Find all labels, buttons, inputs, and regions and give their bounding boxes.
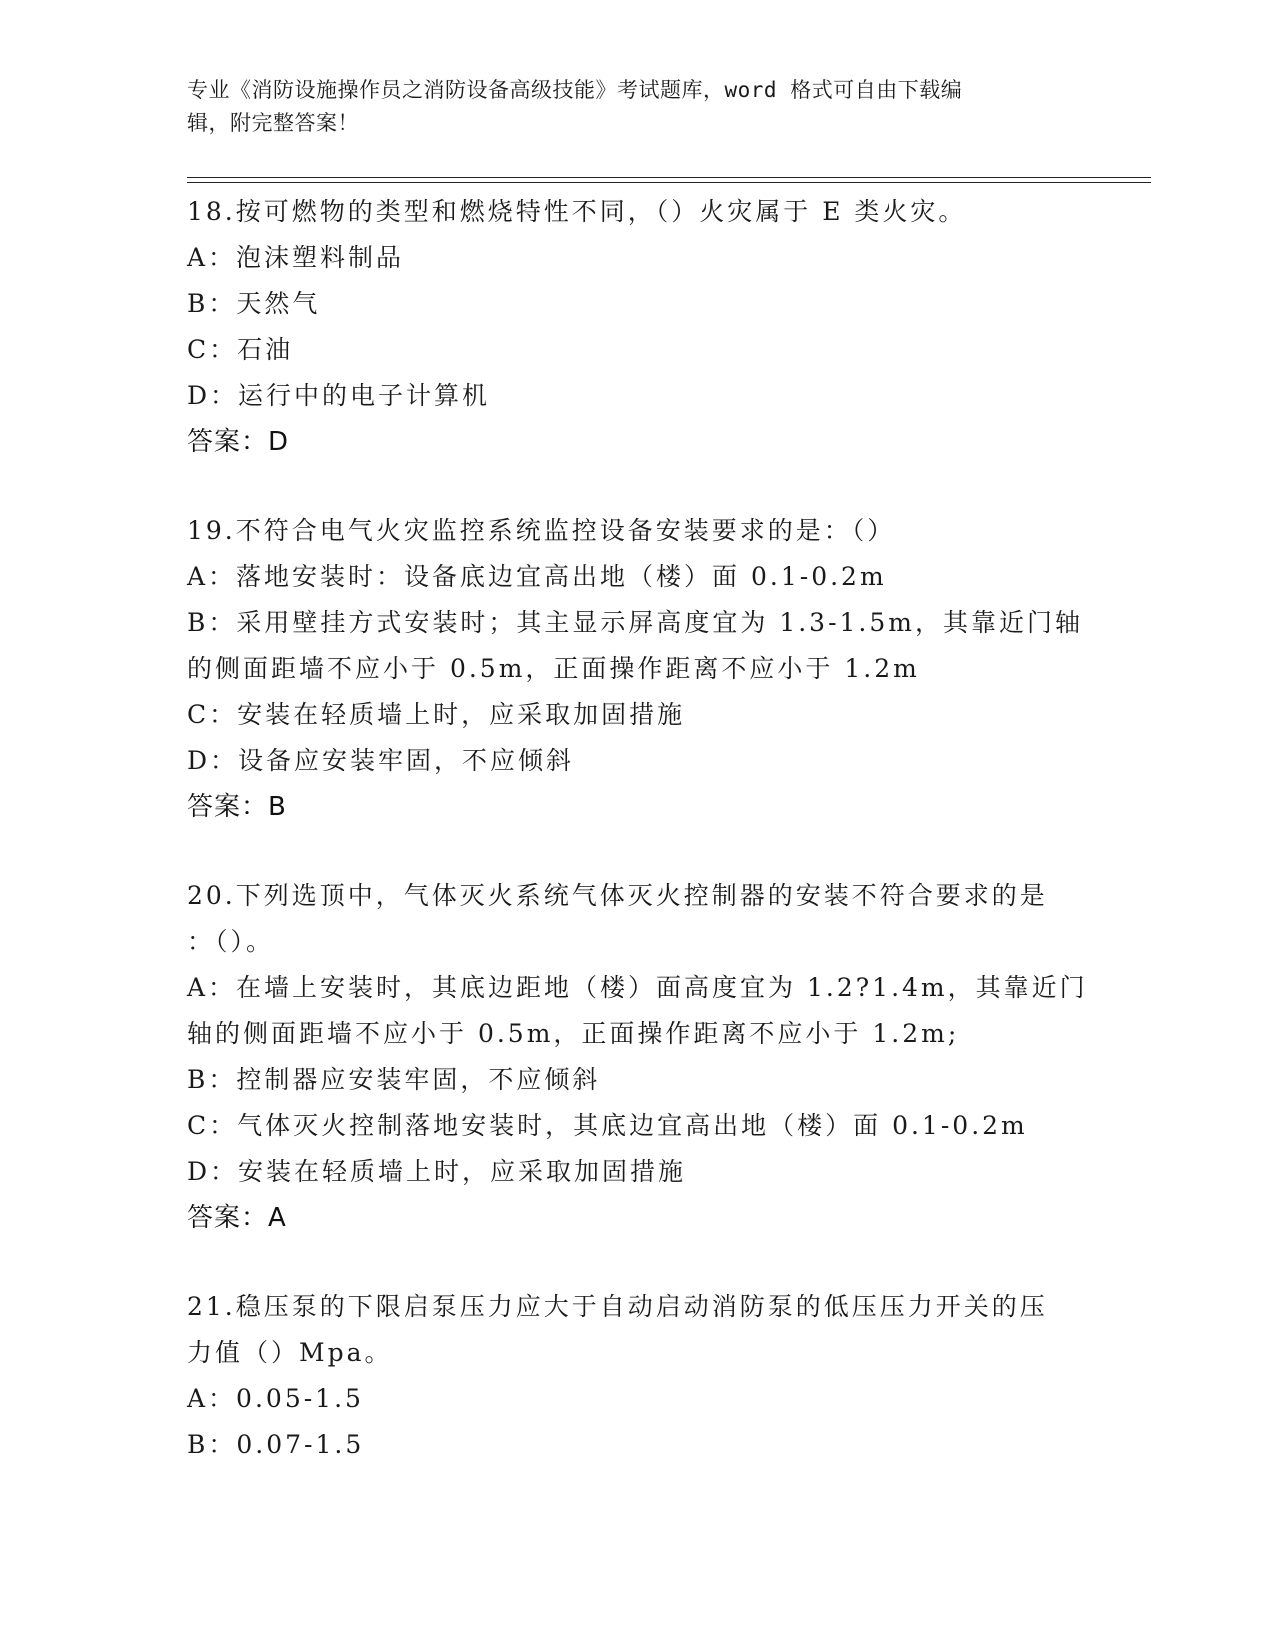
question-stem: 19.不符合电气火灾监控系统监控设备安装要求的是：（）	[187, 516, 896, 545]
question-block	[187, 189, 1087, 465]
option-b: B：控制器应安装牢固，不应倾斜	[187, 1065, 601, 1094]
question-spacer	[187, 465, 1087, 508]
question-spacer	[187, 1241, 1087, 1284]
option-b: B：采用壁挂方式安装时；其主显示屏高度宜为 1.3-1.5m，其靠近门轴	[187, 608, 1083, 637]
option-c: C：石油	[187, 335, 294, 364]
option-c: C：气体灭火控制落地安装时，其底边宜高出地（楼）面 0.1-0.2m	[187, 1111, 1028, 1140]
question-stem-continued: 力值（）Mpa。	[187, 1338, 393, 1367]
question-stem: 20.下列选顶中，气体灭火系统气体灭火控制器的安装不符合要求的是	[187, 881, 1048, 910]
option-a: A：0.05-1.5	[187, 1384, 364, 1413]
header-line-1: 专业《消防设施操作员之消防设备高级技能》考试题库，word 格式可自由下载编	[187, 78, 963, 102]
header-divider-bottom	[187, 182, 1151, 183]
option-b-continued: 的侧面距墙不应小于 0.5m，正面操作距离不应小于 1.2m	[187, 654, 920, 683]
option-d: D：设备应安装牢固，不应倾斜	[187, 746, 575, 775]
option-d: D：运行中的电子计算机	[187, 381, 491, 410]
option-a: A：落地安装时：设备底边宜高出地（楼）面 0.1-0.2m	[187, 562, 887, 591]
answer-label: 答案：A	[187, 1203, 287, 1233]
question-block	[187, 873, 1087, 1241]
question-spacer	[187, 830, 1087, 873]
header-line-2: 辑，附完整答案！	[187, 111, 359, 135]
option-d: D：安装在轻质墙上时，应采取加固措施	[187, 1157, 687, 1186]
option-a: A：在墙上安装时，其底边距地（楼）面高度宜为 1.2?1.4m，其靠近门	[187, 973, 1088, 1002]
option-b: B：天然气	[187, 289, 321, 318]
option-b: B：0.07-1.5	[187, 1430, 365, 1459]
option-a: A：泡沫塑料制品	[187, 243, 405, 272]
option-c: C：安装在轻质墙上时，应采取加固措施	[187, 700, 686, 729]
answer-label: 答案：D	[187, 427, 290, 457]
question-block	[187, 508, 1087, 830]
question-stem: 18.按可燃物的类型和燃烧特性不同，（）火灾属于 E 类火灾。	[187, 197, 967, 226]
question-stem: 21.稳压泵的下限启泵压力应大于自动启动消防泵的低压压力开关的压	[187, 1292, 1048, 1321]
option-a-continued: 轴的侧面距墙不应小于 0.5m，正面操作距离不应小于 1.2m;	[187, 1019, 960, 1048]
document-header	[187, 74, 1067, 140]
question-block	[187, 1284, 1087, 1468]
question-list	[187, 189, 1087, 1468]
question-stem-continued: ：（）。	[187, 927, 275, 956]
header-divider-top	[187, 177, 1151, 178]
answer-label: 答案：B	[187, 792, 287, 822]
